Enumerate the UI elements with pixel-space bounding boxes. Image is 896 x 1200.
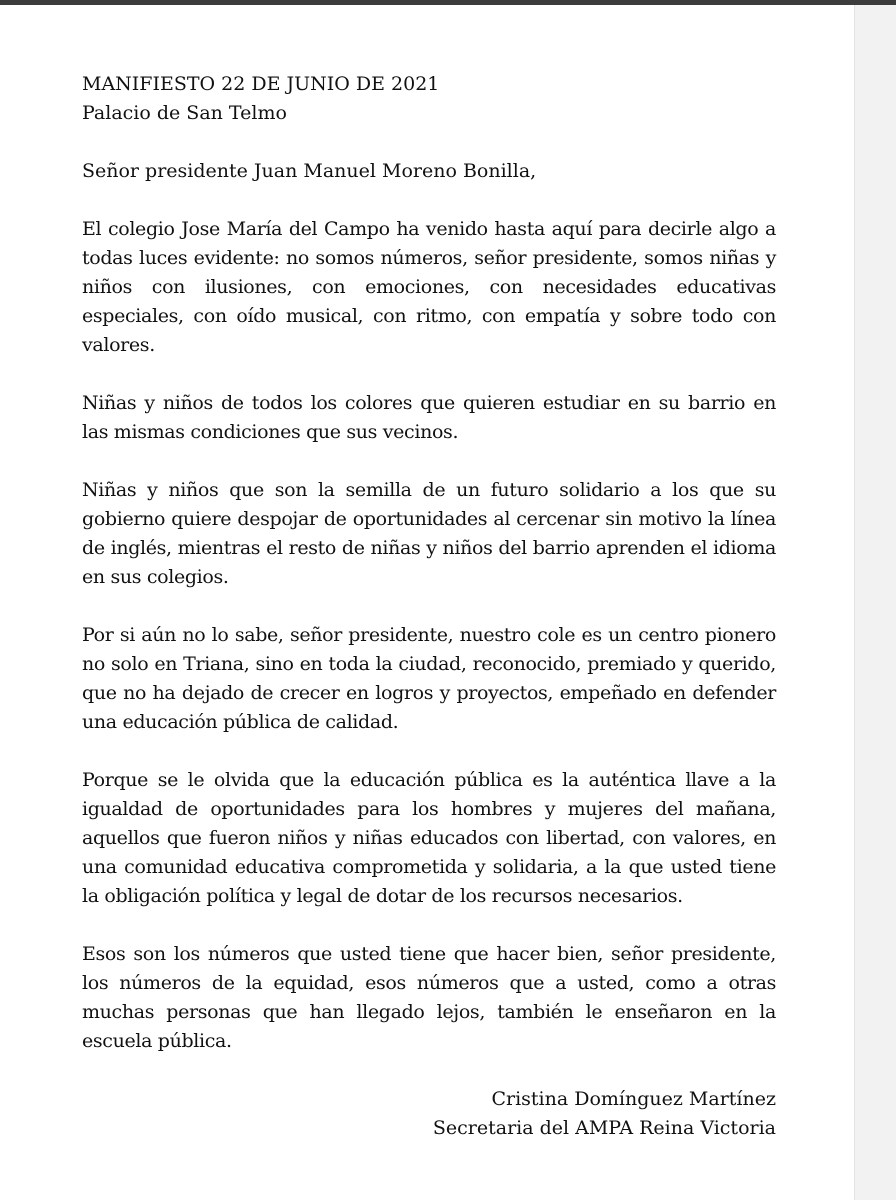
paragraph-4: Por si aún no lo sabe, señor presidente, nuestro cole es un centro pionero no solo en Triana, sino en toda la ciudad, reconocido, premiado y querido, que no ha dejado de crecer en logros y proyectos, empeñado en defender una educación pública de calidad. — [82, 624, 776, 733]
signature-role: Secretaria del AMPA Reina Victoria — [432, 1117, 776, 1139]
document-title: MANIFIESTO 22 DE JUNIO DE 2021 — [82, 73, 440, 95]
paragraph-1: El colegio Jose María del Campo ha venido hasta aquí para decirle algo a todas luces evidente: no somos números, señor presidente, somos niñas y niños con ilusiones, con emociones, con necesidades educativas especiales, con oído musical, con ritmo, con empatía y sobre todo con valores. — [82, 218, 776, 356]
paragraph-2: Niñas y niños de todos los colores que quieren estudiar en su barrio en las mismas condiciones que sus vecinos. — [82, 392, 776, 443]
document-location: Palacio de San Telmo — [82, 102, 287, 124]
signature-block — [82, 1085, 776, 1143]
right-margin-strip — [854, 5, 896, 1200]
paragraph-6: Esos son los números que usted tiene que hacer bien, señor presidente, los números de la equidad, esos números que a usted, como a otras muchas personas que han llegado lejos, también le enseñaron en la escuela pública. — [82, 943, 776, 1052]
signature-name: Cristina Domínguez Martínez — [491, 1088, 776, 1110]
paragraph-3: Niñas y niños que son la semilla de un futuro solidario a los que su gobierno quiere despojar de oportunidades al cercenar sin motivo la línea de inglés, mientras el resto de niñas y niños del barrio aprenden el idioma en sus colegios. — [82, 479, 776, 588]
letter-page — [82, 70, 776, 1143]
salutation: Señor presidente Juan Manuel Moreno Bonilla, — [82, 160, 537, 182]
top-edge-bar — [0, 0, 896, 5]
paragraph-5: Porque se le olvida que la educación pública es la auténtica llave a la igualdad de oportunidades para los hombres y mujeres del mañana, aquellos que fueron niños y niñas educados con libertad, con valores, en una comunidad educativa comprometida y solidaria, a la que usted tiene la obligación política y legal de dotar de los recursos necesarios. — [82, 769, 776, 907]
